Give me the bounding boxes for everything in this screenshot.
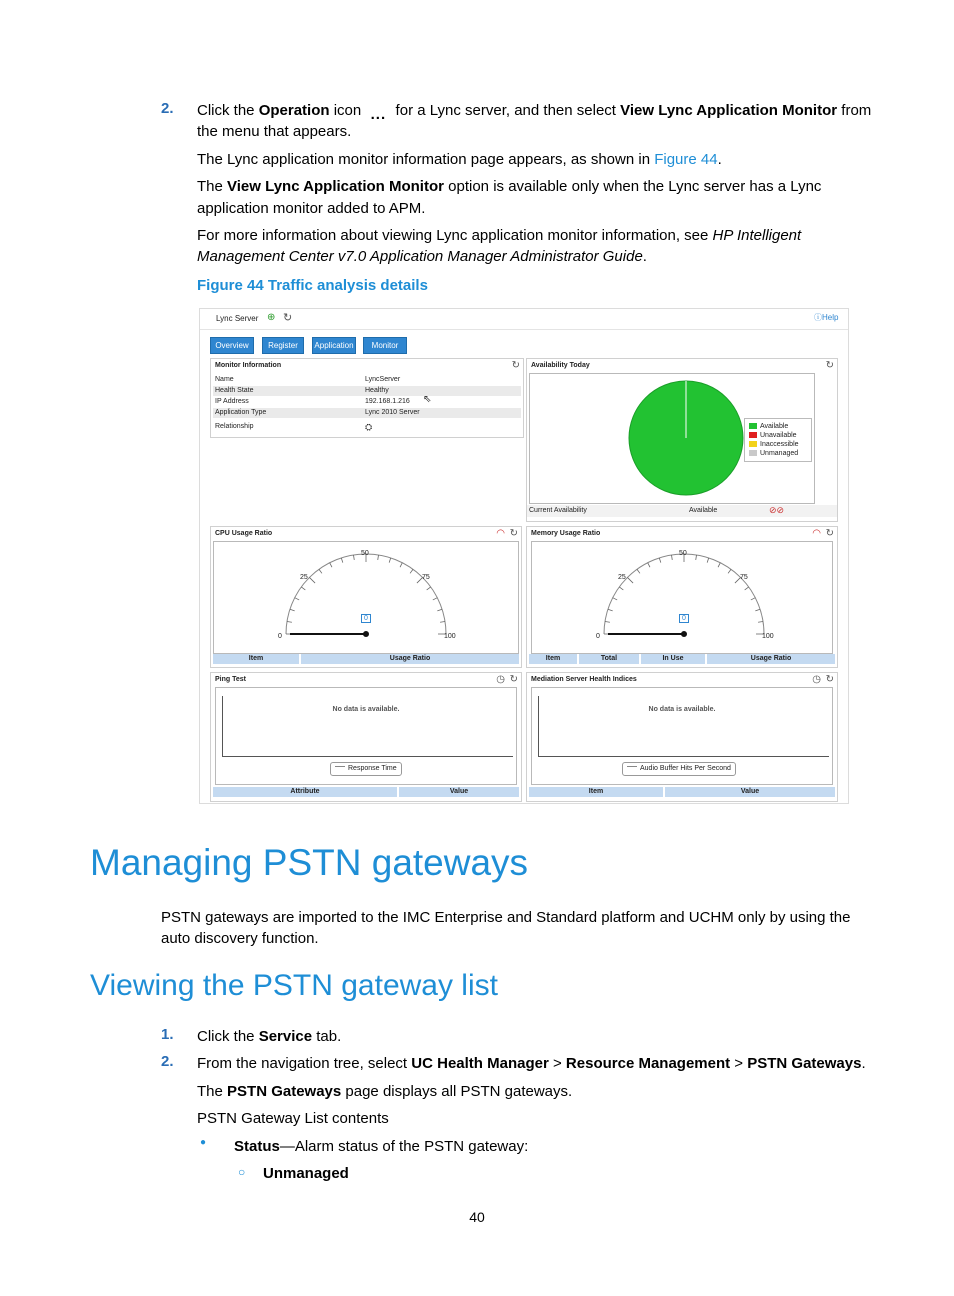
gauge-tick-label: 75: [422, 574, 430, 581]
gauge-tick: [745, 587, 749, 590]
no-data-message: No data is available.: [332, 706, 400, 713]
panel-title: Mediation Server Health Indices: [531, 676, 637, 683]
gauge-tick-label: 25: [300, 574, 308, 581]
paragraph-line2: auto discovery function.: [161, 930, 319, 947]
cpu-usage-panel: [210, 526, 522, 668]
gauge-value: 0: [361, 614, 371, 623]
gauge-tick: [410, 569, 413, 573]
gauge-tick-label: 0: [278, 633, 282, 640]
tab-overview[interactable]: Overview: [210, 337, 254, 354]
gauge-tick: [728, 569, 731, 573]
column-header[interactable]: Value: [399, 787, 519, 797]
info-row: Name LyncServer: [215, 376, 401, 383]
gauge-icon[interactable]: ◠: [812, 528, 821, 539]
info-row: Application Type Lync 2010 Server: [213, 408, 521, 418]
info-row: IP Address 192.168.1.216 ⇖: [215, 394, 432, 405]
column-header[interactable]: Total: [579, 654, 639, 664]
panel-title: CPU Usage Ratio: [215, 530, 273, 537]
no-data-message: No data is available.: [648, 706, 716, 713]
gauge-tick: [605, 621, 610, 622]
step-2-text: From the navigation tree, select UC Health Manager > Resource Management > PSTN Gateways.: [197, 1055, 866, 1072]
gauge-tick: [608, 609, 613, 611]
memory-gauge: [531, 541, 833, 654]
column-header[interactable]: Item: [529, 654, 577, 664]
gauge-tick: [619, 587, 623, 590]
availability-chart: [529, 373, 815, 504]
sub-bullet-icon: ○: [238, 1165, 246, 1179]
gauge-tick: [696, 555, 697, 560]
gauge-tick: [389, 558, 391, 563]
tab-application[interactable]: Application: [312, 337, 356, 354]
gauge-tick-label: 25: [618, 574, 626, 581]
gauge-tick: [353, 555, 354, 560]
gauge-value: 0: [679, 614, 689, 623]
gauge-tick: [341, 558, 343, 563]
gauge-tick: [440, 621, 445, 622]
legend-item[interactable]: Audio Buffer Hits Per Second: [622, 762, 736, 776]
step-number: 1.: [161, 1026, 174, 1043]
paragraph: The View Lync Application Monitor option is available only when the Lync server has a Lync: [197, 178, 822, 195]
info-row: Relationship ⛭: [215, 422, 373, 432]
refresh-icon[interactable]: ↻: [825, 528, 834, 539]
add-icon[interactable]: ⊕: [267, 312, 276, 323]
gauge-tick: [671, 555, 672, 560]
column-header[interactable]: Value: [665, 787, 835, 797]
gauge-tick-label: 0: [596, 633, 600, 640]
gauge-tick: [718, 563, 720, 567]
clock-icon[interactable]: ◷: [812, 674, 821, 685]
gauge-tick: [755, 609, 760, 611]
step-number: 2.: [161, 100, 174, 117]
relationship-icon[interactable]: ⛭: [365, 422, 373, 432]
refresh-icon[interactable]: ↻: [283, 312, 293, 324]
bullet-item: Status—Alarm status of the PSTN gateway:: [234, 1138, 529, 1155]
paragraph: PSTN gateways are imported to the IMC Enterprise and Standard platform and UCHM only by using the: [161, 909, 851, 926]
screenshot-title: Lync Server: [216, 314, 259, 323]
gauge-tick: [758, 621, 763, 622]
gauge-tick: [707, 558, 709, 563]
refresh-icon[interactable]: ↻: [511, 360, 520, 371]
gauge-tick: [290, 609, 295, 611]
section-heading: Managing PSTN gateways: [90, 842, 529, 883]
legend-item: Available: [749, 423, 788, 431]
gauge-tick: [637, 569, 640, 573]
legend: [744, 418, 812, 462]
figure-link[interactable]: Figure 44: [654, 151, 718, 168]
gauge-tick: [295, 598, 299, 600]
gauge-tick: [400, 563, 402, 567]
gauge-tick: [613, 598, 617, 600]
gauge-tick: [427, 587, 431, 590]
legend-item[interactable]: Response Time: [330, 762, 402, 776]
help-link[interactable]: ⓘHelp: [814, 313, 839, 322]
paragraph: For more information about viewing Lync application monitor information, see HP Intelligent: [197, 227, 802, 244]
info-row: Health State Healthy: [213, 386, 521, 396]
column-header[interactable]: Usage Ratio: [707, 654, 835, 664]
ping-test-panel: [210, 672, 522, 802]
gauge-tick: [648, 563, 650, 567]
current-availability-row: Current Availability Available ⊘⊘: [527, 505, 837, 517]
gauge-tick: [319, 569, 322, 573]
gauge-tick-label: 100: [762, 633, 774, 640]
gauge-tick-label: 50: [679, 550, 687, 557]
refresh-icon[interactable]: ↻: [509, 528, 518, 539]
gauge-icon[interactable]: ◠: [496, 528, 505, 539]
page-number: 40: [469, 1209, 485, 1225]
clock-icon[interactable]: ◷: [496, 674, 505, 685]
cpu-gauge: [213, 541, 519, 654]
subsection-heading: Viewing the PSTN gateway list: [90, 969, 498, 1002]
column-header[interactable]: Attribute: [213, 787, 397, 797]
help-icon: ⓘ: [814, 313, 822, 322]
gauge-dial: [532, 542, 832, 653]
screenshot-header: [200, 309, 848, 330]
gauge-pivot: [363, 631, 369, 637]
gauge-tick: [751, 598, 755, 600]
availability-panel: [526, 358, 838, 522]
panel-title: Monitor Information: [215, 362, 282, 369]
step-1-text: Click the Service tab.: [197, 1028, 342, 1045]
legend-item: Unavailable: [749, 432, 797, 440]
panel-title: Availability Today: [531, 362, 590, 369]
gauge-tick: [330, 563, 332, 567]
gauge-tick: [301, 587, 305, 590]
operation-icon: ...: [370, 106, 387, 123]
gauge-tick-label: 50: [361, 550, 369, 557]
bullet-icon: ●: [200, 1137, 207, 1148]
gauge-tick: [378, 555, 379, 560]
tab-register[interactable]: Register: [262, 337, 304, 354]
tab-monitor[interactable]: Monitor: [363, 337, 407, 354]
gauge-tick: [627, 577, 633, 583]
paragraph: The PSTN Gateways page displays all PSTN gateways.: [197, 1083, 573, 1100]
paragraph-line2: application monitor added to APM.: [197, 200, 426, 217]
gauge-tick: [433, 598, 437, 600]
gauge-pivot: [681, 631, 687, 637]
paragraph-line2: Management Center v7.0 Application Manager Administrator Guide.: [197, 248, 647, 265]
monitor-information-panel: [210, 358, 524, 438]
column-header[interactable]: Usage Ratio: [301, 654, 519, 664]
step-2-text: Click the Operation icon ... for a Lync server, and then select View Lync Application Monitor from: [197, 102, 872, 123]
gauge-tick-label: 100: [444, 633, 456, 640]
panel-title: Ping Test: [215, 676, 246, 683]
memory-usage-panel: [526, 526, 838, 668]
legend-item: Unmanaged: [749, 450, 798, 458]
column-header[interactable]: Item: [213, 654, 299, 664]
gauge-tick: [287, 621, 292, 622]
step-2-line2: the menu that appears.: [197, 123, 352, 140]
column-header[interactable]: In Use: [641, 654, 705, 664]
paragraph: PSTN Gateway List contents: [197, 1110, 389, 1127]
step-number: 2.: [161, 1053, 174, 1070]
cursor-icon: ⇖: [423, 394, 432, 405]
sub-bullet-item: Unmanaged: [263, 1165, 349, 1182]
column-header[interactable]: Item: [529, 787, 663, 797]
gauge-tick-label: 75: [740, 574, 748, 581]
refresh-icon[interactable]: ↻: [825, 360, 834, 371]
gauge-tick: [659, 558, 661, 563]
refresh-icon[interactable]: ↻: [825, 674, 834, 685]
mediation-chart: [531, 687, 833, 785]
ping-chart: [215, 687, 517, 785]
panel-title: Memory Usage Ratio: [531, 530, 601, 537]
legend-item: Inaccessible: [749, 441, 799, 449]
figure-caption: Figure 44 Traffic analysis details: [197, 277, 428, 294]
gauge-dial: [214, 542, 518, 653]
paragraph: The Lync application monitor information page appears, as shown in Figure 44.: [197, 151, 722, 168]
gauge-tick: [437, 609, 442, 611]
alarm-icon[interactable]: ⊘⊘: [769, 505, 785, 515]
gauge-tick: [309, 577, 315, 583]
refresh-icon[interactable]: ↻: [509, 674, 518, 685]
lync-monitor-screenshot: [199, 308, 849, 804]
mediation-health-panel: [526, 672, 838, 802]
